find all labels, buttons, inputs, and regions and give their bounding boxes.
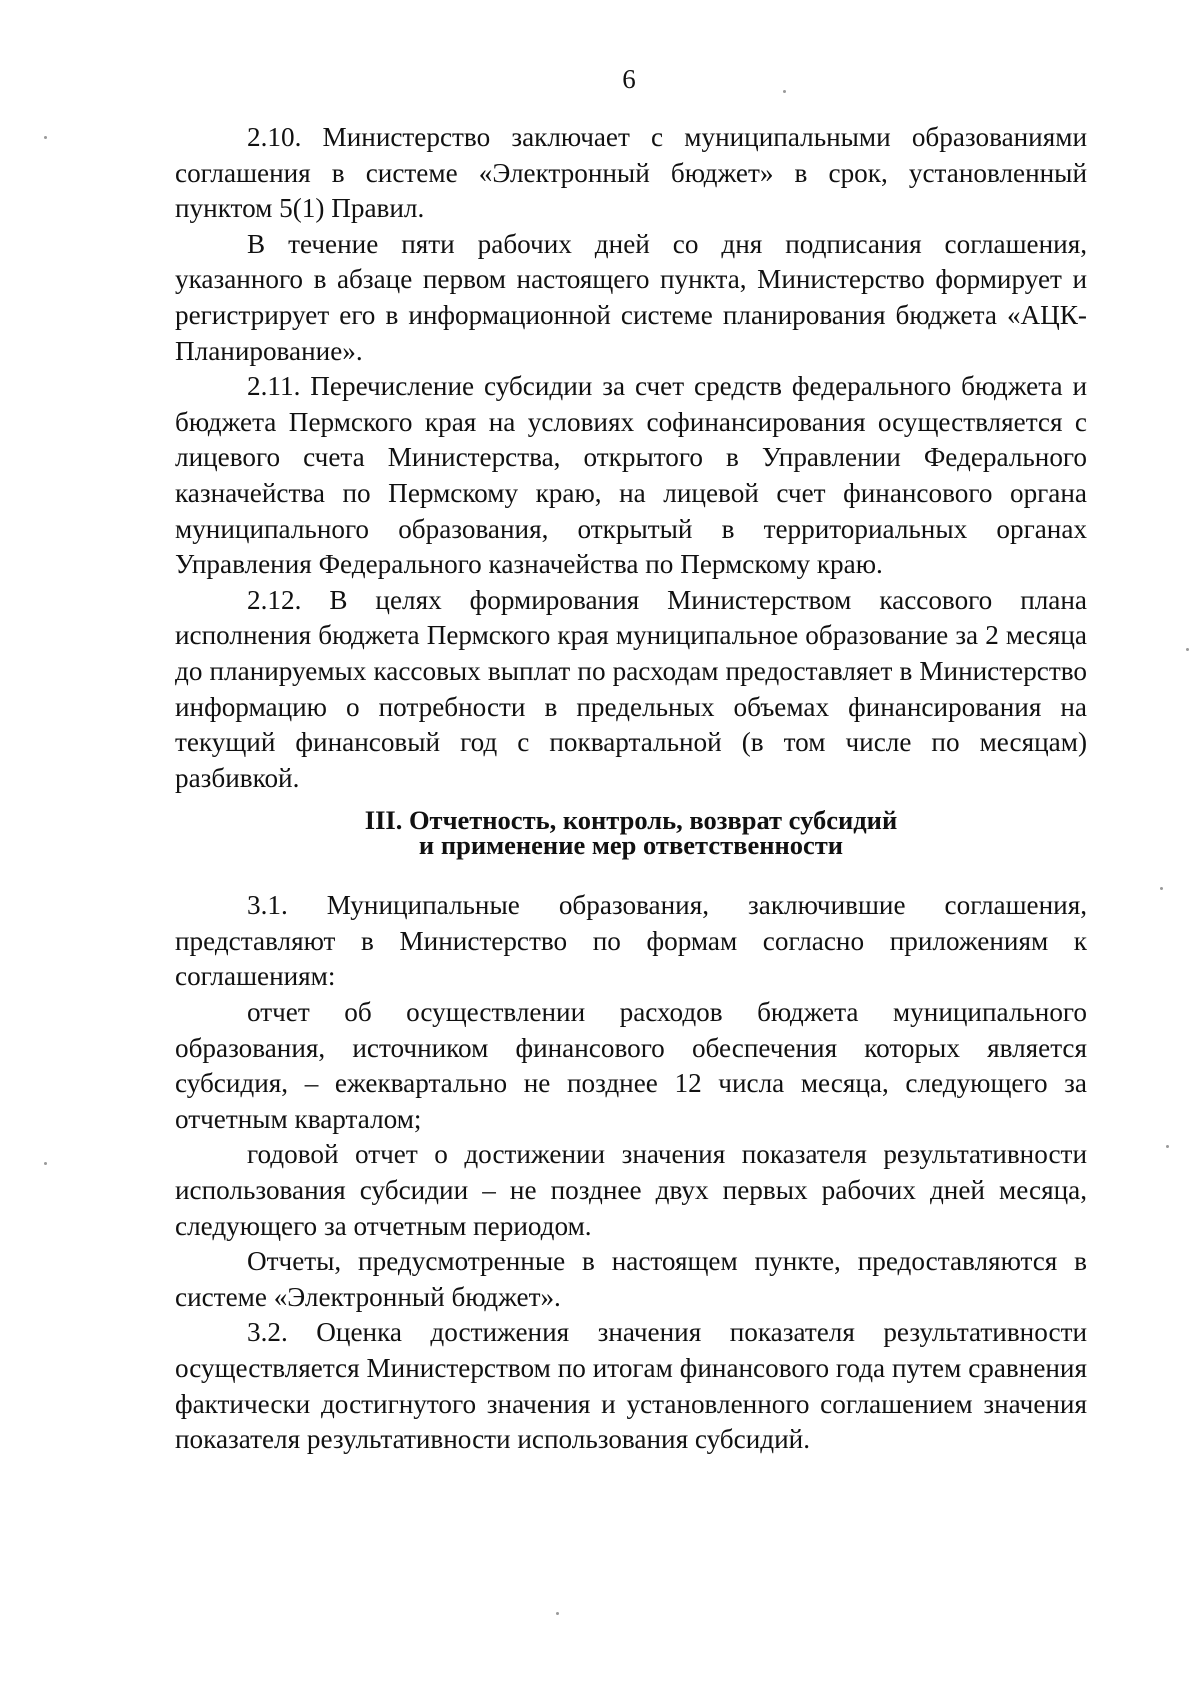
scan-speck (1166, 1145, 1169, 1148)
paragraph-3-1-item-quarterly-report: отчет об осуществлении расходов бюджета муниципального образования, источником финансового обеспечения которых является субсидия, – ежеквартально не позднее 12 числа месяца, следующего за отчетным кварталом; (175, 997, 1087, 1134)
paragraph-2-12: 2.12. В целях формирования Министерством кассового плана исполнения бюджета Пермского края муниципальное образование за 2 месяца до планируемых кассовых выплат по расходам предоставляет в Министерство информацию о потребности в предельных объемах финансирования на текущий финансовый год с поквартальной (в том числе по месяцам) разбивкой. (175, 584, 1087, 793)
document-body (175, 120, 1087, 1458)
page-number: 6 (622, 64, 636, 94)
paragraph-3-1-item-annual-report: годовой отчет о достижении значения показателя результативности использования субсидии – не позднее двух первых рабочих дней месяца, следующего за отчетным периодом. (175, 1139, 1087, 1241)
scan-speck (1160, 887, 1163, 890)
paragraph-2-11: 2.11. Перечисление субсидии за счет средств федерального бюджета и бюджета Пермского края на условиях софинансирования осуществляется с лицевого счета Министерства, открытого в Управлении Федерального казначейства по Пермскому краю, на лицевой счет финансового органа муниципального образования, открытый в территориальных органах Управления Федерального казначейства по Пермскому краю. (175, 371, 1087, 580)
paragraph-3-1-reports-system: Отчеты, предусмотренные в настоящем пункте, предоставляются в системе «Электронный бюджет». (175, 1246, 1087, 1312)
scan-speck (556, 1612, 559, 1615)
section-heading (175, 805, 1087, 861)
section-heading-line-2: и применение мер ответственности (418, 830, 844, 861)
paragraph-2-10: 2.10. Министерство заключает с муниципальными образованиями соглашения в системе «Электронный бюджет» в срок, установленный пунктом 5(1) Правил. (175, 122, 1087, 224)
scan-speck (44, 136, 47, 139)
paragraph-3-1: 3.1. Муниципальные образования, заключившие соглашения, представляют в Министерство по формам согласно приложениям к соглашениям: (175, 890, 1087, 992)
scan-speck (783, 90, 786, 93)
scan-speck (1186, 648, 1189, 651)
paragraph-2-10-continuation: В течение пяти рабочих дней со дня подписания соглашения, указанного в абзаце первом настоящего пункта, Министерство формирует и регистрирует его в информационной системе планирования бюджета «АЦК-Планирование». (175, 228, 1087, 366)
paragraph-3-2: 3.2. Оценка достижения значения показателя результативности осуществляется Министерством по итогам финансового года путем сравнения фактически достигнутого значения и установленного соглашением значения показателя результативности использования субсидий. (175, 1317, 1087, 1455)
scan-speck (44, 1162, 47, 1165)
section-heading-line-1: III. Отчетность, контроль, возврат субсидий (364, 805, 898, 836)
